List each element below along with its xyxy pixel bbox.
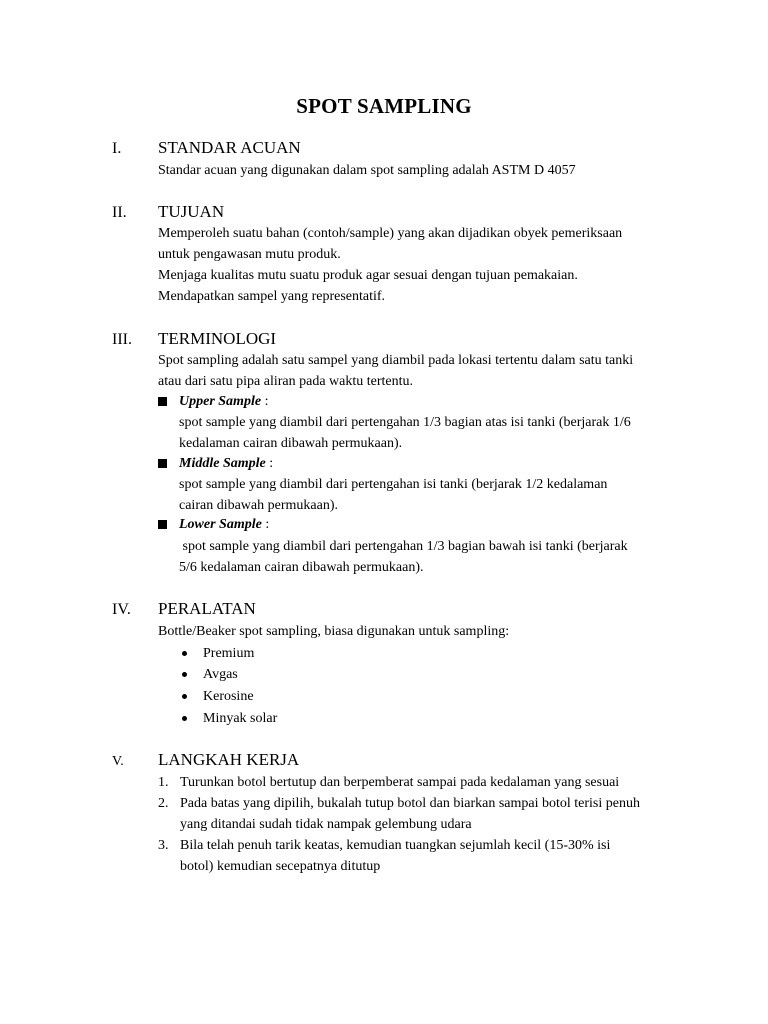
section-number: IV.	[112, 601, 131, 618]
square-bullet-icon	[158, 520, 167, 529]
section-heading: TUJUAN	[158, 202, 225, 221]
paragraph-line: Menjaga kualitas mutu suatu produk agar sesuai dengan tujuan pemakaian.	[158, 268, 578, 283]
paragraph-line: atau dari satu pipa aliran pada waktu tertentu.	[158, 374, 414, 389]
section-number: II.	[112, 204, 127, 221]
bullet-item: Kerosine	[203, 689, 254, 704]
paragraph-line: Standar acuan yang digunakan dalam spot sampling adalah ASTM D 4057	[158, 163, 576, 178]
step-number: 1.	[158, 775, 169, 790]
term-colon: :	[265, 456, 274, 471]
term-colon: :	[261, 394, 269, 409]
section-heading: STANDAR ACUAN	[158, 138, 301, 157]
paragraph-line: Bottle/Beaker spot sampling, biasa digunakan untuk sampling:	[158, 624, 510, 639]
term-item	[179, 391, 268, 412]
bullet-icon	[182, 716, 187, 721]
step-number: 3.	[158, 838, 169, 853]
paragraph-line: Memperoleh suatu bahan (contoh/sample) yang akan dijadikan obyek pemeriksaan	[158, 226, 623, 241]
bullet-item: Minyak solar	[203, 711, 278, 726]
bullet-item: Premium	[203, 646, 255, 661]
paragraph-line: Mendapatkan sampel yang representatif.	[158, 289, 386, 304]
step-line: Pada batas yang dipilih, bukalah tutup botol dan biarkan sampai botol terisi penuh	[180, 796, 640, 811]
section-heading: LANGKAH KERJA	[158, 750, 300, 769]
section-heading: TERMINOLOGI	[158, 329, 277, 348]
term-item	[179, 453, 273, 474]
section-number: I.	[112, 140, 122, 157]
section-heading: PERALATAN	[158, 599, 256, 618]
step-number: 2.	[158, 796, 169, 811]
step-line: yang ditandai sudah tidak nampak gelembung udara	[180, 817, 472, 832]
term-description-line: spot sample yang diambil dari pertengahan isi tanki (berjarak 1/2 kedalaman	[179, 477, 608, 492]
term-description-line: spot sample yang diambil dari pertengahan 1/3 bagian bawah isi tanki (berjarak	[179, 539, 628, 554]
bullet-item: Avgas	[203, 667, 238, 682]
paragraph-line: Spot sampling adalah satu sampel yang diambil pada lokasi tertentu dalam satu tanki	[158, 353, 634, 368]
paragraph-line: untuk pengawasan mutu produk.	[158, 247, 341, 262]
bullet-icon	[182, 672, 187, 677]
term-label: Lower Sample	[179, 517, 262, 532]
term-colon: :	[261, 517, 270, 532]
section-number: III.	[112, 331, 132, 348]
square-bullet-icon	[158, 459, 167, 468]
section-number: V.	[112, 754, 124, 769]
term-description-line: cairan dibawah permukaan).	[179, 498, 338, 513]
term-description-line: 5/6 kedalaman cairan dibawah permukaan).	[179, 560, 424, 575]
step-line: botol) kemudian secepatnya ditutup	[180, 859, 381, 874]
document-title: SPOT SAMPLING	[296, 94, 472, 118]
term-description-line: spot sample yang diambil dari pertengahan 1/3 bagian atas isi tanki (berjarak 1/6	[179, 415, 631, 430]
term-item	[179, 514, 269, 535]
term-label: Middle Sample	[179, 456, 266, 471]
step-line: Bila telah penuh tarik keatas, kemudian tuangkan sejumlah kecil (15-30% isi	[180, 838, 611, 853]
bullet-icon	[182, 694, 187, 699]
step-line: Turunkan botol bertutup dan berpemberat sampai pada kedalaman yang sesuai	[180, 775, 620, 790]
bullet-icon	[182, 651, 187, 656]
square-bullet-icon	[158, 397, 167, 406]
term-description-line: kedalaman cairan dibawah permukaan).	[179, 436, 403, 451]
term-label: Upper Sample	[179, 394, 262, 409]
